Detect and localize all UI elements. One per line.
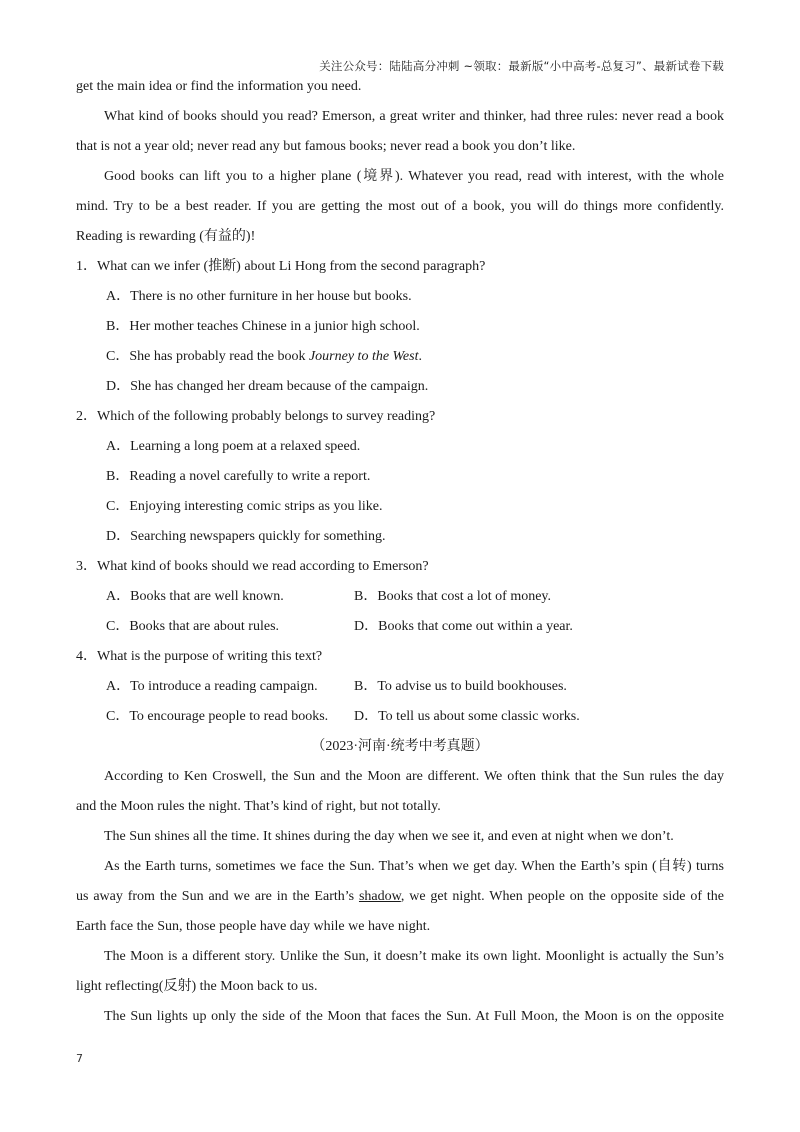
question-3-option-d[interactable]: D．Books that come out within a year. — [354, 619, 573, 634]
paragraph-earth-turns-line-2 — [76, 882, 724, 912]
question-3-stem: 3．What kind of books should we read according to Emerson? — [76, 559, 429, 574]
question-4-option-b[interactable]: B．To advise us to build bookhouses. — [354, 679, 567, 694]
question-1-option-c[interactable] — [76, 342, 724, 372]
question-3-option-b[interactable]: B．Books that cost a lot of money. — [354, 589, 552, 604]
question-1-option-c-text: C．She has probably read the book — [106, 349, 309, 364]
source-label: （2023·河南·统考中考真题） — [311, 739, 489, 754]
question-2-stem: 2．Which of the following probably belongs to survey reading? — [76, 409, 436, 424]
earth-turns-line-2-post: , we get night. When people on the opposite side of the — [400, 889, 724, 904]
paragraph-moon-story-line-1: The Moon is a different story. Unlike the Sun, it doesn’t make its own light. Moonlight is actually the Sun’s — [104, 949, 724, 964]
question-1-stem: 1．What can we infer (推断) about Li Hong from the second paragraph? — [76, 259, 486, 274]
question-3-option-a[interactable]: A．Books that are well known. — [106, 589, 284, 604]
question-1-option-d[interactable]: D．She has changed her dream because of the campaign. — [106, 379, 429, 394]
paragraph-good-books-line-3: Reading is rewarding (有益的)! — [76, 229, 256, 244]
question-3-option-c[interactable]: C．Books that are about rules. — [106, 619, 280, 634]
question-2-option-c[interactable]: C．Enjoying interesting comic strips as you like. — [106, 499, 383, 514]
question-4-option-a[interactable]: A．To introduce a reading campaign. — [106, 679, 318, 694]
question-3-options-row-1 — [76, 582, 724, 612]
paragraph-moon-story-line-2: light reflecting(反射) the Moon back to us. — [76, 979, 318, 994]
paragraph-emerson-line-2: that is not a year old; never read any but famous books; never read a book you don’t like. — [76, 139, 576, 154]
paragraph-sun-shines-line-1: The Sun shines all the time. It shines during the day when we see it, and even at night when we don’t. — [104, 829, 674, 844]
earth-turns-line-2-pre: us away from the Sun and we are in the Earth’s — [76, 889, 359, 904]
question-4-stem: 4．What is the purpose of writing this text? — [76, 649, 323, 664]
page-number: 7 — [76, 1052, 83, 1065]
passage1-tail-line: get the main idea or find the information you need. — [76, 79, 362, 94]
page-content — [76, 72, 724, 1032]
question-2-option-d[interactable]: D．Searching newspapers quickly for something. — [106, 529, 386, 544]
book-title: Journey to the West — [308, 349, 419, 364]
paragraph-sun-moon-line-2: and the Moon rules the night. That’s kind of right, but not totally. — [76, 799, 441, 814]
paragraph-emerson-line-1: What kind of books should you read? Emerson, a great writer and thinker, had three rules: never read a book — [104, 109, 724, 124]
question-3-options-row-2 — [76, 612, 724, 642]
question-1-option-c-end: . — [418, 349, 422, 364]
question-4-options-row-2 — [76, 702, 724, 732]
question-4-options-row-1 — [76, 672, 724, 702]
paragraph-good-books-line-2: mind. Try to be a best reader. If you are getting the most out of a book, you will do things more confidently. — [76, 199, 724, 214]
question-2-option-a[interactable]: A．Learning a long poem at a relaxed speed. — [106, 439, 361, 454]
question-4-option-d[interactable]: D．To tell us about some classic works. — [354, 709, 580, 724]
question-4-option-c[interactable]: C．To encourage people to read books. — [106, 709, 329, 724]
question-1-option-a[interactable]: A．There is no other furniture in her house but books. — [106, 289, 412, 304]
paragraph-earth-turns-line-1: As the Earth turns, sometimes we face the Sun. That’s when we get day. When the Earth’s spin (自转) turns — [104, 859, 724, 874]
underlined-word-shadow: shadow — [358, 889, 401, 904]
question-1-option-b[interactable]: B．Her mother teaches Chinese in a junior high school. — [106, 319, 420, 334]
paragraph-sun-moon-line-1: According to Ken Croswell, the Sun and the Moon are different. We often think that the Sun rules the day — [104, 769, 724, 784]
paragraph-sun-lights-line-1: The Sun lights up only the side of the Moon that faces the Sun. At Full Moon, the Moon is on the opposite — [104, 1009, 724, 1024]
paragraph-good-books-line-1: Good books can lift you to a higher plane (境界). Whatever you read, read with interest, with the whole — [104, 169, 724, 184]
paragraph-earth-turns-line-3: Earth face the Sun, those people have day while we have night. — [76, 919, 431, 934]
question-2-option-b[interactable]: B．Reading a novel carefully to write a report. — [106, 469, 371, 484]
page-header: 关注公众号：陆陆高分冲刺 ~领取：最新版“小中高考-总复习”、最新试卷下载 — [319, 59, 724, 73]
